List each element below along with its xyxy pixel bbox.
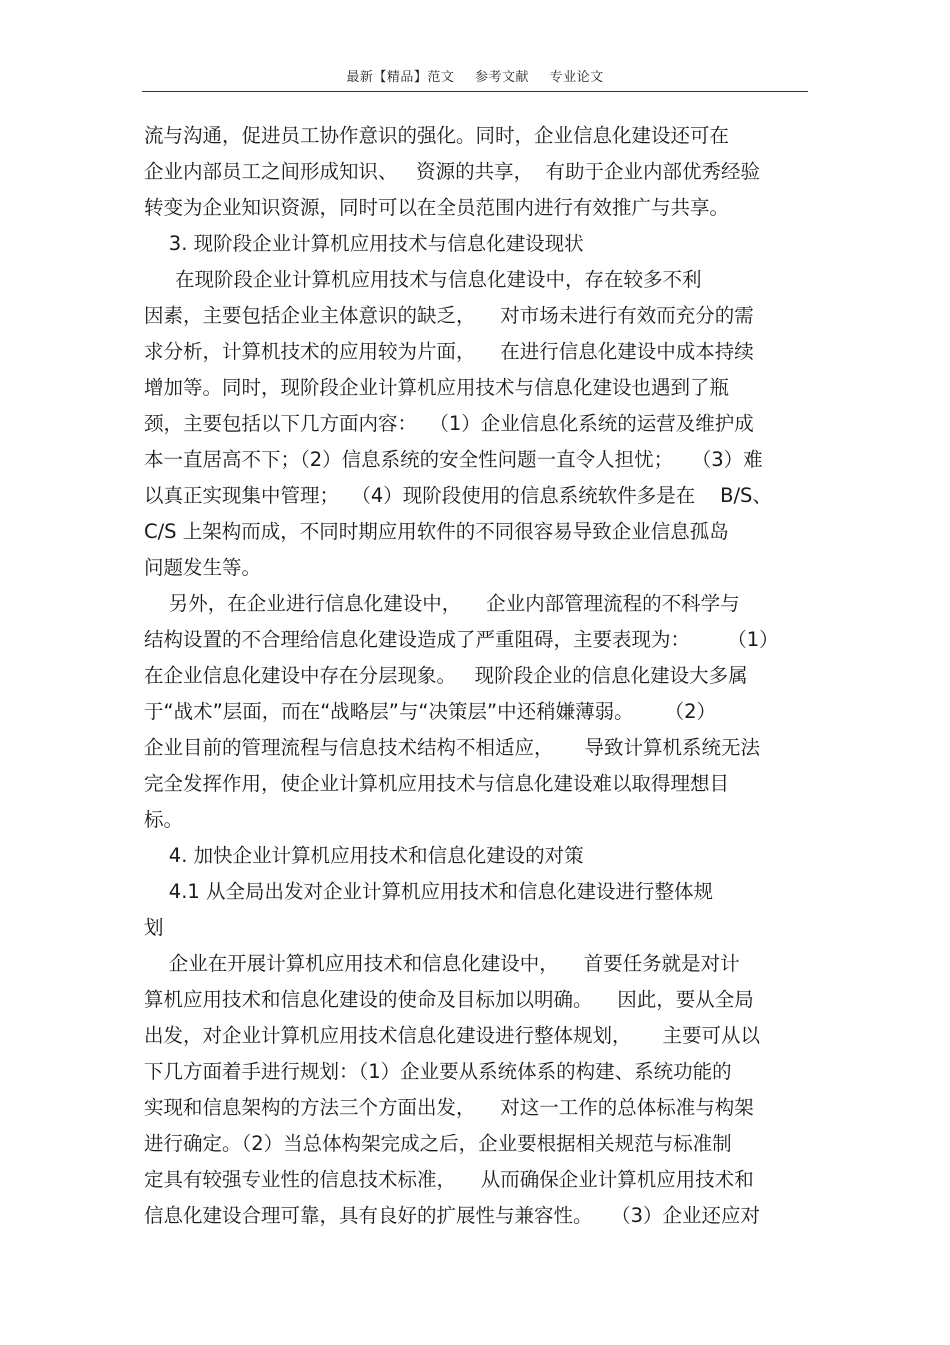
section-heading: 3. 现阶段企业计算机应用技术与信息化建设现状 [144,232,584,255]
header-item-cankao: 参考文献 [474,70,529,85]
text-line: 因素，主要包括企业主体意识的缺乏， 对市场未进行有效而充分的需 [144,304,754,327]
text-line: 在企业信息化建设中存在分层现象。 现阶段企业的信息化建设大多属 [144,664,748,687]
text-line: 企业在开展计算机应用技术和信息化建设中， 首要任务就是对计 [144,952,740,975]
header-item-lunwen: 专业论文 [549,70,604,85]
text-line: 实现和信息架构的方法三个方面出发， 对这一工作的总体标准与构架 [144,1096,754,1119]
text-line: 转变为企业知识资源，同时可以在全员范围内进行有效推广与共享。 [144,196,730,219]
text-line: 流与沟通，促进员工协作意识的强化。同时，企业信息化建设还可在 [144,124,730,147]
text-line: 下几方面着手进行规划：（1）企业要从系统体系的构建、系统功能的 [144,1060,732,1083]
section-heading: 4. 加快企业计算机应用技术和信息化建设的对策 [144,844,584,867]
text-line: 完全发挥作用，使企业计算机应用技术与信息化建设难以取得理想目 [144,772,730,795]
text-line: 求分析，计算机技术的应用较为片面， 在进行信息化建设中成本持续 [144,340,754,363]
text-line: 本一直居高不下；（2）信息系统的安全性问题一直令人担忧； （3）难 [144,448,763,471]
text-line: 颈，主要包括以下几方面内容： （1）企业信息化系统的运营及维护成 [144,412,754,435]
text-line: 出发，对企业计算机应用技术信息化建设进行整体规划， 主要可从以 [144,1024,760,1047]
text-line: 问题发生等。 [144,556,262,579]
page-header [142,66,808,85]
text-line: 算机应用技术和信息化建设的使命及目标加以明确。 因此，要从全局 [144,988,754,1011]
text-line: 在现阶段企业计算机应用技术与信息化建设中，存在较多不利 [144,268,702,291]
subsection-heading: 划 [144,916,164,939]
text-line: 企业内部员工之间形成知识、 资源的共享， 有助于企业内部优秀经验 [144,160,760,183]
text-line: 另外，在企业进行信息化建设中， 企业内部管理流程的不科学与 [144,592,740,615]
header-divider [142,91,808,92]
text-line: 定具有较强专业性的信息技术标准， 从而确保企业计算机应用技术和 [144,1168,754,1191]
text-line: C/S 上架构而成，不同时期应用软件的不同很容易导致企业信息孤岛 [144,520,729,543]
text-line: 增加等。同时，现阶段企业计算机应用技术与信息化建设也遇到了瓶 [144,376,730,399]
subsection-heading: 4.1 从全局出发对企业计算机应用技术和信息化建设进行整体规 [144,880,714,903]
text-line: 以真正实现集中管理； （4）现阶段使用的信息系统软件多是在 B/S、 [144,484,772,507]
text-line: 信息化建设合理可靠，具有良好的扩展性与兼容性。 （3）企业还应对 [144,1204,761,1227]
text-line: 企业目前的管理流程与信息技术结构不相适应， 导致计算机系统无法 [144,736,760,759]
text-line: 结构设置的不合理给信息化建设造成了严重阻碍，主要表现为： （1） [144,628,779,651]
text-line: 于“战术”层面，而在“战略层”与“决策层”中还稍嫌薄弱。 （2） [144,700,717,723]
text-line: 进行确定。（2）当总体构架完成之后，企业要根据相关规范与标准制 [144,1132,732,1155]
header-item-fanwen: 最新【精品】范文 [346,70,455,85]
text-line: 标。 [144,808,184,831]
